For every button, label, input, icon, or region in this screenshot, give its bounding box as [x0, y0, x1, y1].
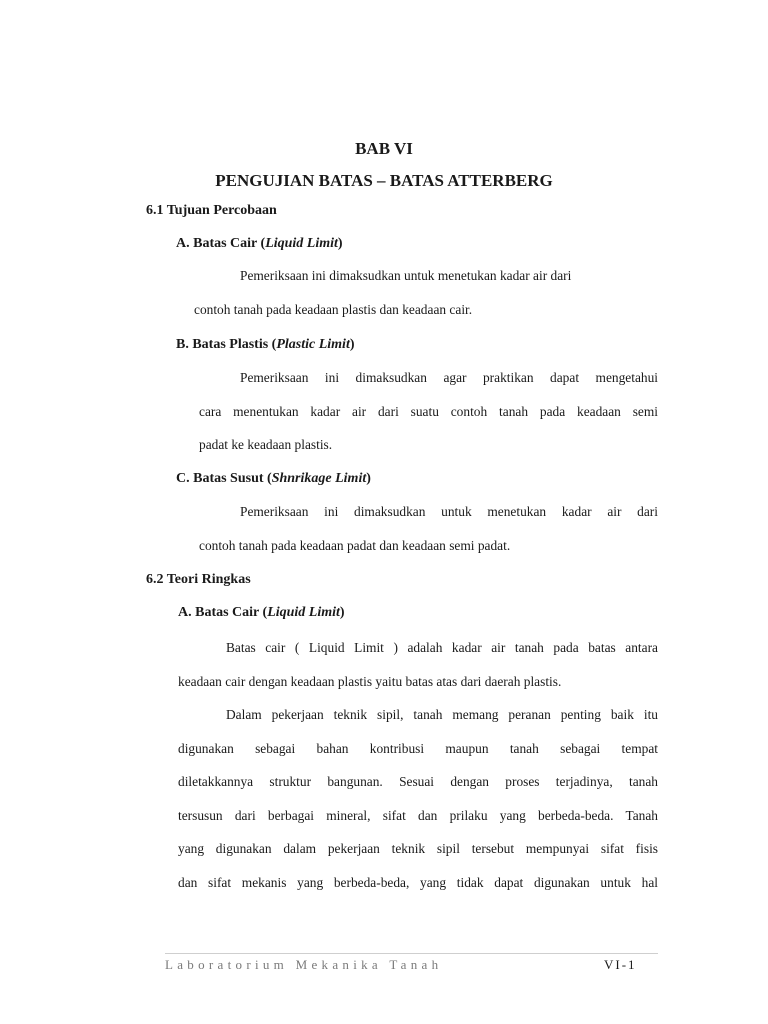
- subheading-batas-susut: C. Batas Susut (Shnrikage Limit): [176, 471, 371, 486]
- paragraph-definisi-batas-cair: Batas cair ( Liquid Limit ) adalah kadar air tanah pada batas antara keadaan cair dengan keadaan plastis yaitu batas atas dari daerah plastis.: [178, 640, 658, 689]
- subheading-teori-batas-cair: A. Batas Cair (Liquid Limit): [178, 605, 345, 620]
- paragraph-teknik-sipil: Dalam pekerjaan teknik sipil, tanah memang peranan penting baik itu digunakan sebagai bahan kontribusi maupun tanah sebagai tempat diletakkannya struktur bangunan. Sesuai dengan proses terjadinya, tanah tersusun dari berbagai mineral, sifat dan prilaku yang berbeda-beda. Tanah yang digunakan dalam pekerjaan teknik sipil tersebut mempunyai sifat fisis dan sifat mekanis yang berbeda-beda, yang tidak dapat digunakan untuk hal: [178, 707, 658, 890]
- footer-lab-name: Laboratorium Mekanika Tanah: [165, 957, 443, 972]
- chapter-title: PENGUJIAN BATAS – BATAS ATTERBERG: [215, 171, 553, 190]
- paragraph-batas-plastis: Pemeriksaan ini dimaksudkan agar praktikan dapat mengetahui cara menentukan kadar air dari suatu contoh tanah pada keadaan semi padat ke keadaan plastis.: [199, 370, 658, 452]
- subheading-batas-plastis: B. Batas Plastis (Plastic Limit): [176, 337, 355, 352]
- chapter-number: BAB VI: [355, 139, 413, 158]
- section-heading-6-1: 6.1 Tujuan Percobaan: [146, 203, 277, 218]
- footer-page-number: VI-1: [604, 957, 637, 972]
- paragraph-batas-cair: Pemeriksaan ini dimaksudkan untuk menetukan kadar air dari contoh tanah pada keadaan plastis dan keadaan cair.: [194, 268, 572, 317]
- subheading-batas-cair: A. Batas Cair (Liquid Limit): [176, 236, 343, 251]
- section-heading-6-2: 6.2 Teori Ringkas: [146, 572, 251, 587]
- paragraph-batas-susut: Pemeriksaan ini dimaksudkan untuk menetukan kadar air dari contoh tanah pada keadaan padat dan keadaan semi padat.: [199, 504, 658, 553]
- footer-divider: [165, 953, 658, 954]
